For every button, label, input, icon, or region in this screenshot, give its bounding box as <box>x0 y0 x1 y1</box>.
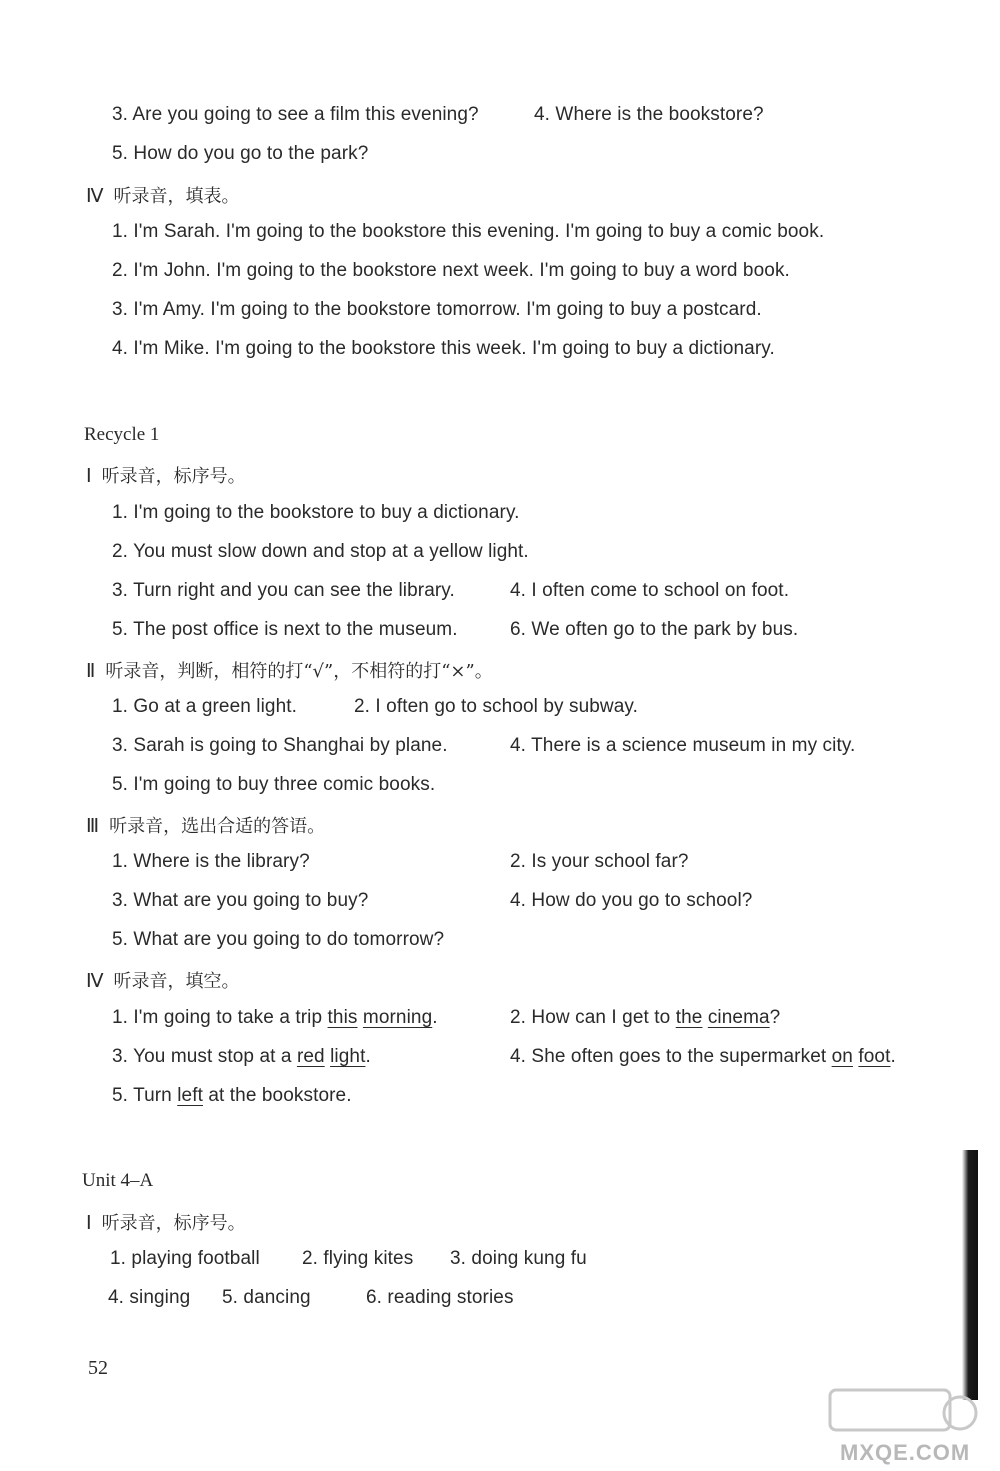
watermark-text: MXQE.COM <box>840 1440 971 1465</box>
section-title <box>86 812 325 838</box>
item-text: 5. How do you go to the park? <box>112 143 369 164</box>
item-text: 3. What are you going to buy? <box>112 890 369 911</box>
item-text: 5. Turn <box>112 1085 178 1106</box>
item-text: 2. You must slow down and stop at a yellow light. <box>112 541 529 562</box>
filled-answer: light <box>330 1046 366 1067</box>
item-text: 3. You must stop at a <box>112 1046 297 1067</box>
item-text: 6. We often go to the park by bus. <box>510 619 799 640</box>
item-text: 3. Sarah is going to Shanghai by plane. <box>112 735 448 756</box>
item-text: 4. Where is the bookstore? <box>534 104 764 125</box>
item-text: . <box>890 1046 896 1067</box>
filled-answer: on <box>831 1046 853 1067</box>
unit-heading: Recycle 1 <box>84 424 160 445</box>
filled-answer: cinema <box>707 1007 770 1028</box>
section-instruction: 听录音，标序号。 <box>101 1213 246 1234</box>
item-text: 2. I'm John. I'm going to the bookstore next week. I'm going to buy a word book. <box>112 260 790 281</box>
section-title <box>86 967 240 993</box>
filled-answer: morning <box>362 1007 433 1028</box>
item-text: 4. I often come to school on foot. <box>510 580 790 601</box>
filled-answer: the <box>675 1007 703 1028</box>
item-text: 3. Are you going to see a film this evening? <box>112 104 479 125</box>
section-number: Ⅰ <box>86 1213 92 1234</box>
item-text: . <box>432 1007 438 1028</box>
item-text: 1. I'm Sarah. I'm going to the bookstore this evening. I'm going to buy a comic book. <box>112 221 825 242</box>
fill-item <box>112 1085 352 1107</box>
item-text: 5. The post office is next to the museum. <box>112 619 458 640</box>
item-text: 1. playing football <box>110 1248 260 1269</box>
item-text: 4. singing <box>108 1287 191 1308</box>
section-title <box>86 657 493 683</box>
item-text: 6. reading stories <box>366 1287 514 1308</box>
filled-answer: red <box>296 1046 325 1067</box>
filled-answer: left <box>177 1085 203 1106</box>
section-instruction: 听录音，填表。 <box>113 186 240 207</box>
section-instruction: 听录音，填空。 <box>113 971 240 992</box>
item-text: 4. How do you go to school? <box>510 890 753 911</box>
item-text: 3. Turn right and you can see the library. <box>112 580 455 601</box>
page-number: 52 <box>88 1357 108 1379</box>
section-title <box>86 182 240 208</box>
item-text: . <box>365 1046 371 1067</box>
section-number: Ⅳ <box>86 186 104 207</box>
fill-item <box>112 1007 438 1029</box>
section-number: Ⅰ <box>86 466 92 487</box>
item-text: 4. She often goes to the supermarket <box>510 1046 832 1067</box>
fill-item <box>510 1046 896 1068</box>
item-text: 5. I'm going to buy three comic books. <box>112 774 436 795</box>
section-number: Ⅲ <box>86 816 100 837</box>
item-text: 2. How can I get to <box>510 1007 676 1028</box>
fill-item <box>510 1007 780 1029</box>
item-text: 4. There is a science museum in my city. <box>510 735 856 756</box>
item-text: 5. What are you going to do tomorrow? <box>112 929 445 950</box>
item-text: 1. I'm going to the bookstore to buy a dictionary. <box>112 502 520 523</box>
section-title <box>86 462 246 488</box>
unit-heading: Unit 4–A <box>82 1170 154 1191</box>
section-instruction: 听录音，选出合适的答语。 <box>109 816 326 837</box>
section-number: Ⅳ <box>86 971 104 992</box>
section-instruction: 听录音，标序号。 <box>101 466 246 487</box>
item-text: 3. I'm Amy. I'm going to the bookstore tomorrow. I'm going to buy a postcard. <box>112 299 762 320</box>
item-text: 1. Where is the library? <box>112 851 310 872</box>
item-text: at the bookstore. <box>202 1085 352 1106</box>
section-instruction: 听录音，判断，相符的打“√”，不相符的打“×”。 <box>105 661 493 682</box>
filled-answer: this <box>327 1007 358 1028</box>
item-text: 1. Go at a green light. <box>112 696 298 717</box>
item-text: 2. I often go to school by subway. <box>354 696 638 717</box>
item-text: 4. I'm Mike. I'm going to the bookstore this week. I'm going to buy a dictionary. <box>112 338 775 359</box>
item-text: 2. Is your school far? <box>510 851 689 872</box>
fill-item <box>112 1046 371 1068</box>
section-number: Ⅱ <box>86 661 96 682</box>
section-title <box>86 1209 246 1235</box>
item-text: ? <box>769 1007 781 1028</box>
item-text: 5. dancing <box>222 1287 311 1308</box>
item-text: 1. I'm going to take a trip <box>112 1007 328 1028</box>
filled-answer: foot <box>858 1046 891 1067</box>
item-text: 2. flying kites <box>302 1248 414 1269</box>
scan-edge-shadow <box>962 1150 978 1400</box>
item-text: 3. doing kung fu <box>450 1248 587 1269</box>
